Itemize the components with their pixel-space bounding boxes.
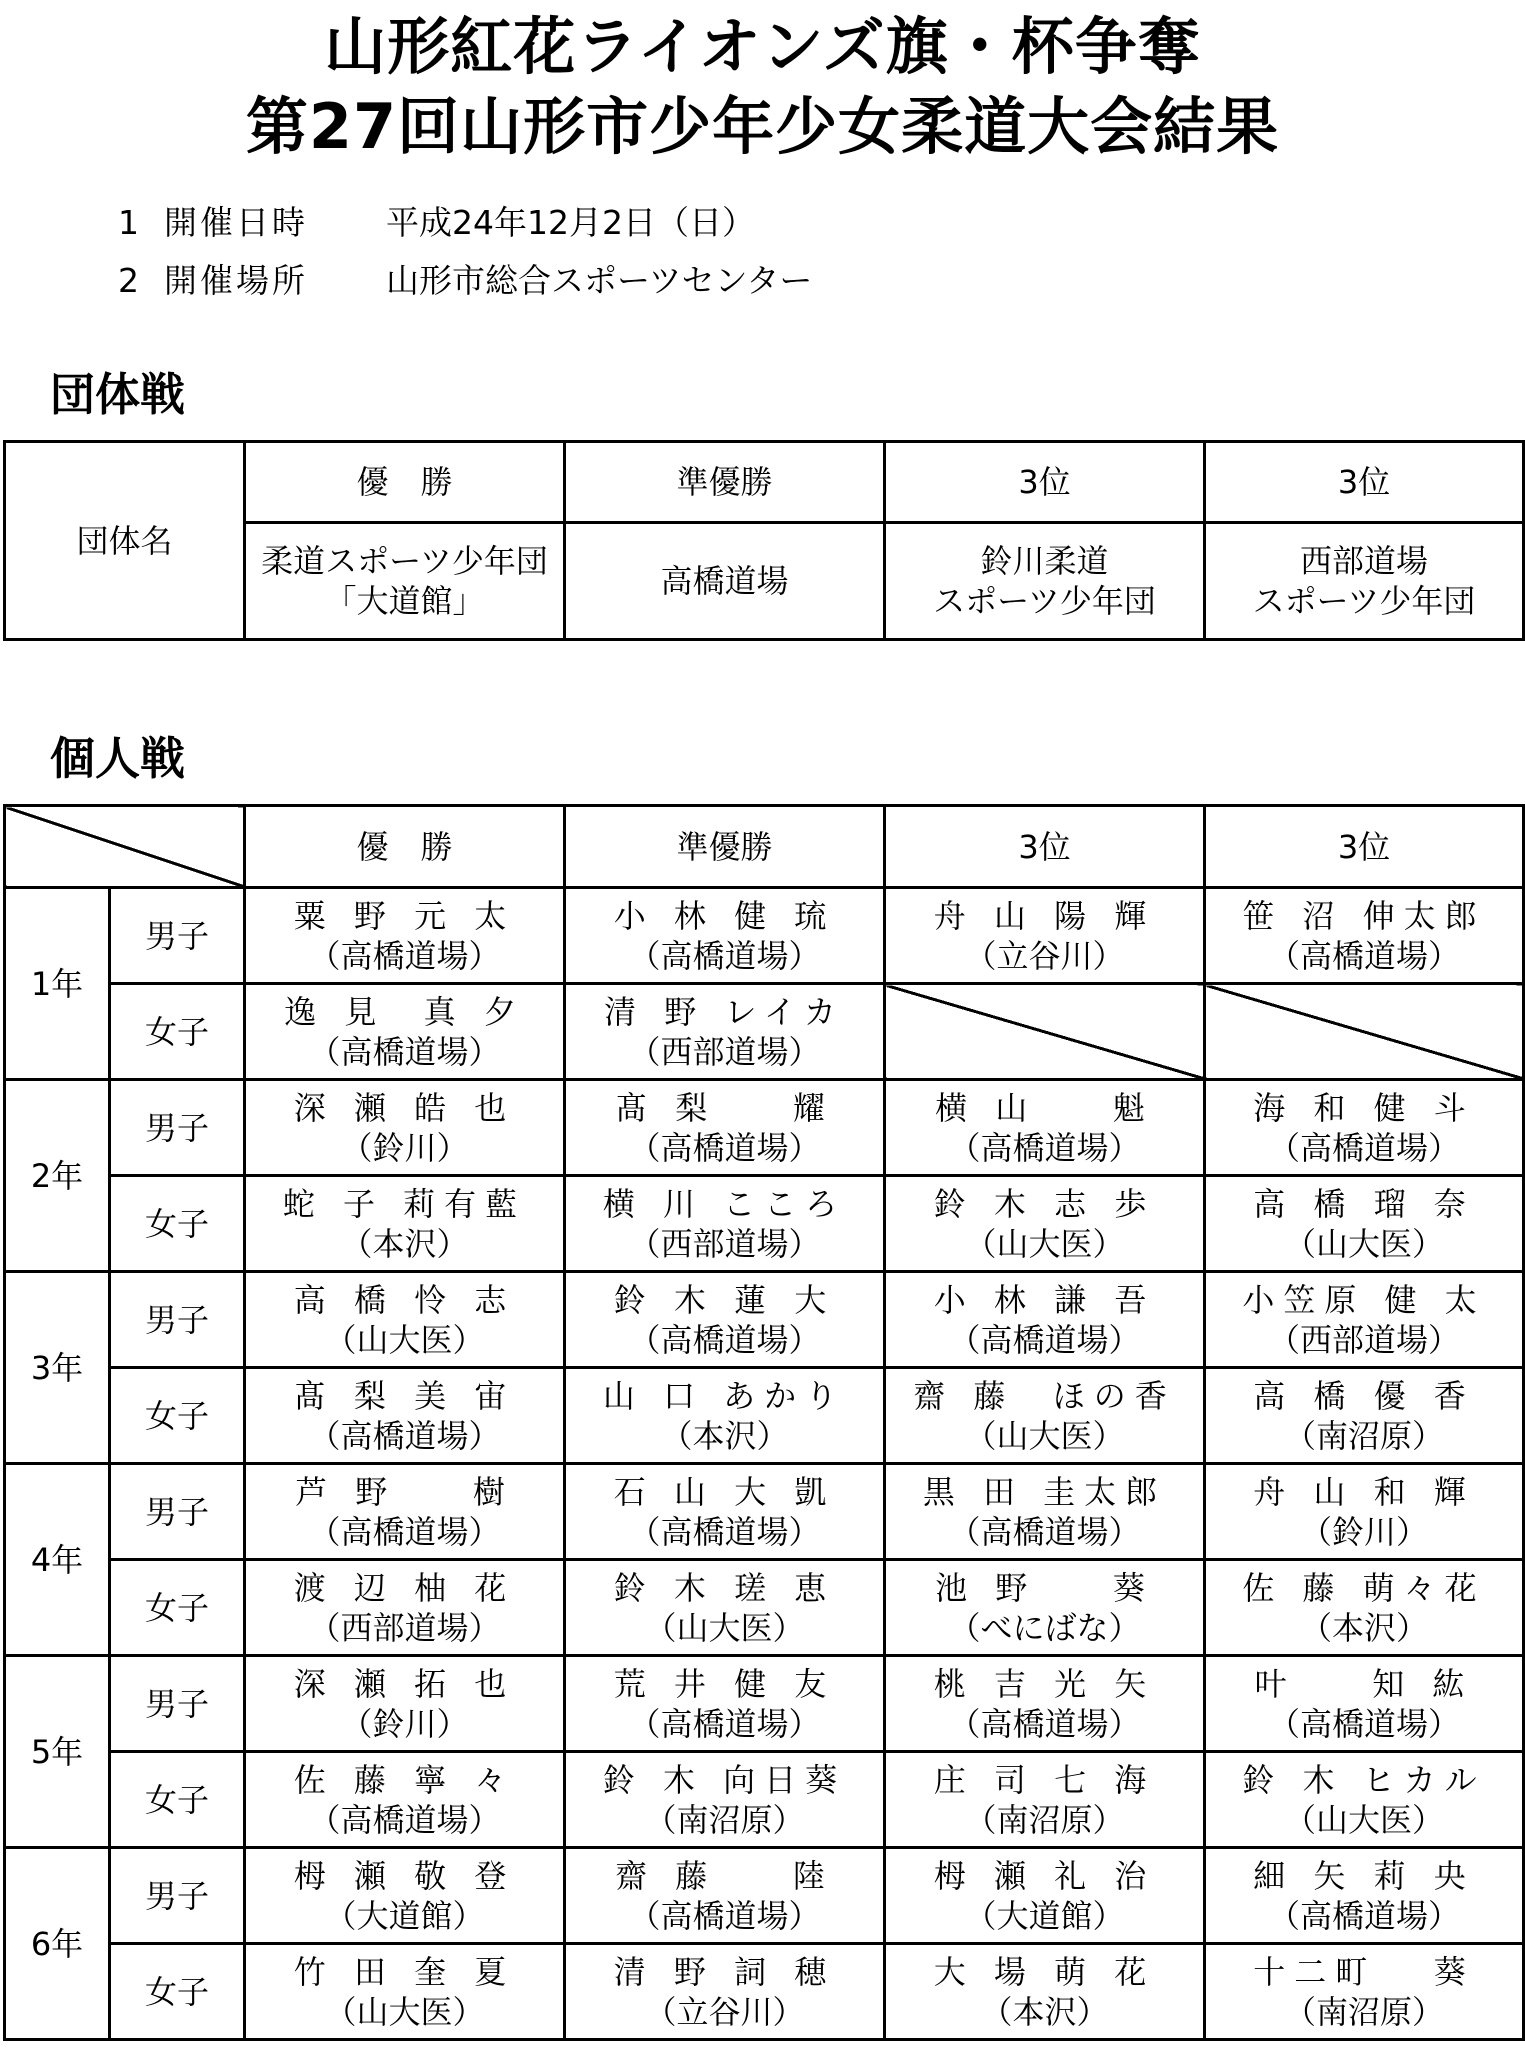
athlete-name: 高 橋 怜 志	[293, 1280, 516, 1319]
athlete-name: 竹 田 奎 夏	[293, 1952, 516, 1991]
gender-label: 女子	[110, 984, 245, 1080]
team-result-line: 柔道スポーツ少年団	[261, 542, 548, 580]
athlete-club: （鈴川）	[1299, 1512, 1428, 1551]
athlete-name: 鈴 木 志 歩	[933, 1184, 1156, 1223]
result-cell	[245, 1176, 565, 1272]
athlete-name: 鈴 木 蓮 大	[613, 1280, 836, 1319]
info-label: 開催日時	[164, 203, 308, 242]
header-runner-up: 準優勝	[565, 442, 885, 523]
team-result-line: 「大道館」	[324, 582, 485, 620]
grade-label: 6年	[5, 1848, 110, 2040]
athlete-club: （南沼原）	[1283, 1992, 1444, 2031]
athlete-name: 齋 藤 陸	[615, 1856, 834, 1895]
individual-result-row	[5, 1464, 1524, 1560]
athlete-club: （高橋道場）	[1267, 1128, 1460, 1167]
athlete-name: 深 瀬 皓 也	[293, 1088, 516, 1127]
individual-result-row	[5, 1176, 1524, 1272]
athlete-name: 佐 藤 萌々花	[1242, 1568, 1486, 1607]
athlete-club: （高橋道場）	[948, 1704, 1141, 1743]
individual-result-row	[5, 1656, 1524, 1752]
athlete-name: 舟 山 陽 輝	[933, 896, 1156, 935]
header-third-place: 3位	[1205, 442, 1524, 523]
athlete-name: 清 野 レイカ	[604, 992, 845, 1031]
athlete-name: 石 山 大 凱	[613, 1472, 836, 1511]
athlete-name: 黒 田 圭太郎	[922, 1472, 1167, 1511]
header-third-place: 3位	[885, 442, 1205, 523]
athlete-club: （立谷川）	[644, 1992, 805, 2031]
athlete-club: （大道館）	[324, 1896, 485, 1935]
athlete-club: （本沢）	[980, 1992, 1109, 2031]
result-cell	[565, 1560, 885, 1656]
grade-label: 2年	[5, 1080, 110, 1272]
result-cell	[1205, 1560, 1524, 1656]
team-result-line: スポーツ少年団	[933, 582, 1156, 620]
result-cell	[245, 1848, 565, 1944]
result-cell	[885, 1752, 1205, 1848]
athlete-name: 荒 井 健 友	[613, 1664, 836, 1703]
athlete-name: 深 瀬 拓 也	[293, 1664, 516, 1703]
result-cell	[885, 1944, 1205, 2040]
athlete-name: 笹 沼 伸太郎	[1242, 896, 1486, 935]
result-cell	[1205, 1752, 1524, 1848]
individual-result-row	[5, 984, 1524, 1080]
header-winner: 優 勝	[245, 442, 565, 523]
result-cell	[885, 1848, 1205, 1944]
result-cell	[245, 1752, 565, 1848]
team-results-table	[3, 440, 1525, 641]
athlete-name: 池 野 葵	[935, 1568, 1154, 1607]
athlete-club: （高橋道場）	[628, 936, 821, 975]
title-line-1: 山形紅花ライオンズ旗・杯争奪	[324, 10, 1201, 83]
athlete-name: 小 林 謙 吾	[933, 1280, 1156, 1319]
gender-label: 男子	[110, 1464, 245, 1560]
result-cell	[885, 1176, 1205, 1272]
team-result-cell	[1205, 523, 1524, 640]
result-cell	[245, 1080, 565, 1176]
athlete-name: 舟 山 和 輝	[1253, 1472, 1475, 1511]
athlete-name: 髙 梨 耀	[615, 1088, 834, 1127]
grade-label: 5年	[5, 1656, 110, 1848]
individual-result-row	[5, 1752, 1524, 1848]
header-winner: 優 勝	[245, 806, 565, 888]
athlete-club: （高橋道場）	[1267, 936, 1460, 975]
result-cell	[885, 1656, 1205, 1752]
result-cell	[565, 1464, 885, 1560]
result-cell	[565, 1656, 885, 1752]
header-third-place: 3位	[1205, 806, 1524, 888]
athlete-name: 横 川 こころ	[602, 1184, 847, 1223]
athlete-club: （南沼原）	[1283, 1416, 1444, 1455]
athlete-name: 庄 司 七 海	[933, 1760, 1156, 1799]
athlete-club: （高橋道場）	[308, 936, 501, 975]
athlete-club: （西部道場）	[628, 1224, 821, 1263]
individual-result-row	[5, 1272, 1524, 1368]
athlete-club: （山大医）	[1283, 1224, 1444, 1263]
result-cell	[245, 1944, 565, 2040]
gender-label: 女子	[110, 1368, 245, 1464]
individual-result-row	[5, 1368, 1524, 1464]
athlete-club: （山大医）	[1283, 1800, 1444, 1839]
athlete-name: 高 橋 優 香	[1253, 1376, 1475, 1415]
gender-label: 男子	[110, 1272, 245, 1368]
result-cell	[245, 984, 565, 1080]
gender-label: 男子	[110, 1848, 245, 1944]
athlete-name: 鈴 木 向日葵	[602, 1760, 847, 1799]
athlete-name: 小 林 健 琉	[613, 896, 836, 935]
athlete-name: 大 場 萌 花	[933, 1952, 1156, 1991]
gender-label: 男子	[110, 888, 245, 984]
grade-label: 1年	[5, 888, 110, 1080]
individual-section-title: 個人戦	[50, 732, 186, 785]
result-cell	[565, 1176, 885, 1272]
athlete-club: （山大医）	[964, 1224, 1125, 1263]
athlete-club: （高橋道場）	[308, 1800, 501, 1839]
result-cell	[885, 888, 1205, 984]
individual-result-row	[5, 1944, 1524, 2040]
result-cell	[245, 1656, 565, 1752]
result-cell	[245, 1368, 565, 1464]
team-name-label: 団体名	[5, 442, 245, 640]
athlete-club: （山大医）	[964, 1416, 1125, 1455]
individual-result-row	[5, 1080, 1524, 1176]
info-number: 1	[118, 203, 139, 242]
athlete-club: （山大医）	[324, 1992, 485, 2031]
gender-label: 女子	[110, 1752, 245, 1848]
gender-label: 男子	[110, 1080, 245, 1176]
athlete-club: （高橋道場）	[628, 1128, 821, 1167]
info-value: 山形市総合スポーツセンター	[386, 261, 813, 300]
gender-label: 女子	[110, 1560, 245, 1656]
athlete-name: 清 野 詞 穂	[613, 1952, 836, 1991]
info-row-date	[118, 203, 755, 242]
athlete-club: （本沢）	[340, 1224, 469, 1263]
result-cell	[885, 1560, 1205, 1656]
result-cell	[885, 1464, 1205, 1560]
team-result-line: 高橋道場	[660, 562, 789, 600]
athlete-name: 小笠原 健 太	[1242, 1280, 1486, 1319]
result-cell	[565, 1944, 885, 2040]
athlete-club: （南沼原）	[644, 1800, 805, 1839]
info-label: 開催場所	[164, 261, 308, 300]
athlete-club: （西部道場）	[308, 1608, 501, 1647]
athlete-name: 蛇 子 莉有藍	[282, 1184, 527, 1223]
result-cell	[245, 1464, 565, 1560]
athlete-name: 十二町 葵	[1253, 1952, 1475, 1991]
athlete-name: 叶 知 紘	[1254, 1664, 1474, 1703]
athlete-club: （西部道場）	[1267, 1320, 1460, 1359]
athlete-club: （高橋道場）	[948, 1512, 1141, 1551]
athlete-club: （べにばな）	[948, 1608, 1141, 1647]
athlete-club: （高橋道場）	[628, 1320, 821, 1359]
athlete-club: （高橋道場）	[308, 1512, 501, 1551]
athlete-club: （高橋道場）	[308, 1032, 501, 1071]
result-cell	[1205, 1656, 1524, 1752]
athlete-name: 細 矢 莉 央	[1253, 1856, 1475, 1895]
athlete-club: （高橋道場）	[948, 1320, 1141, 1359]
info-row-venue	[118, 261, 813, 300]
result-cell	[885, 1080, 1205, 1176]
team-result-line: スポーツ少年団	[1252, 582, 1476, 620]
result-cell	[565, 1848, 885, 1944]
athlete-name: 佐 藤 寧 々	[293, 1760, 516, 1799]
gender-label: 女子	[110, 1944, 245, 2040]
individual-header-row	[5, 806, 1524, 888]
athlete-name: 栂 瀬 敬 登	[293, 1856, 516, 1895]
athlete-name: 鈴 木 ヒカル	[1242, 1760, 1486, 1799]
athlete-name: 粟 野 元 太	[293, 896, 516, 935]
result-cell	[565, 1752, 885, 1848]
athlete-club: （鈴川）	[340, 1128, 469, 1167]
header-third-place: 3位	[885, 806, 1205, 888]
athlete-club: （高橋道場）	[948, 1128, 1141, 1167]
empty-diagonal-cell	[1205, 984, 1524, 1080]
result-cell	[1205, 1176, 1524, 1272]
team-section-title: 団体戦	[50, 368, 186, 421]
athlete-name: 海 和 健 斗	[1253, 1088, 1475, 1127]
athlete-name: 逸 見 真 夕	[284, 992, 525, 1031]
title-line-2: 第27回山形市少年少女柔道大会結果	[245, 90, 1280, 163]
team-result-cell	[245, 523, 565, 640]
athlete-name: 鈴 木 瑳 恵	[613, 1568, 836, 1607]
team-header-row	[5, 442, 1524, 523]
individual-results-table	[3, 804, 1525, 2041]
gender-label: 女子	[110, 1176, 245, 1272]
grade-label: 3年	[5, 1272, 110, 1464]
athlete-club: （本沢）	[1299, 1608, 1428, 1647]
result-cell	[1205, 1272, 1524, 1368]
individual-result-row	[5, 888, 1524, 984]
athlete-club: （高橋道場）	[628, 1896, 821, 1935]
athlete-name: 芦 野 樹	[295, 1472, 514, 1511]
athlete-club: （山大医）	[644, 1608, 805, 1647]
result-cell	[565, 984, 885, 1080]
result-cell	[565, 1080, 885, 1176]
result-cell	[245, 1272, 565, 1368]
athlete-club: （高橋道場）	[628, 1704, 821, 1743]
result-cell	[1205, 1848, 1524, 1944]
team-result-line: 西部道場	[1299, 542, 1428, 580]
team-result-cell	[565, 523, 885, 640]
corner-diagonal-cell	[5, 806, 245, 888]
grade-label: 4年	[5, 1464, 110, 1656]
athlete-club: （南沼原）	[964, 1800, 1125, 1839]
athlete-club: （本沢）	[660, 1416, 789, 1455]
result-cell	[1205, 888, 1524, 984]
athlete-name: 桃 吉 光 矢	[933, 1664, 1156, 1703]
result-cell	[565, 1368, 885, 1464]
result-cell	[565, 888, 885, 984]
result-cell	[1205, 1080, 1524, 1176]
individual-result-row	[5, 1848, 1524, 1944]
athlete-name: 齋 藤 ほの香	[913, 1376, 1176, 1415]
athlete-club: （高橋道場）	[308, 1416, 501, 1455]
result-cell	[885, 1368, 1205, 1464]
athlete-club: （高橋道場）	[1267, 1896, 1460, 1935]
header-runner-up: 準優勝	[565, 806, 885, 888]
info-number: 2	[118, 261, 139, 300]
athlete-name: 栂 瀬 礼 治	[933, 1856, 1156, 1895]
athlete-name: 髙 梨 美 宙	[293, 1376, 516, 1415]
athlete-name: 渡 辺 柚 花	[293, 1568, 516, 1607]
athlete-club: （鈴川）	[340, 1704, 469, 1743]
result-cell	[885, 1272, 1205, 1368]
result-cell	[1205, 1944, 1524, 2040]
result-cell	[1205, 1464, 1524, 1560]
athlete-club: （立谷川）	[964, 936, 1125, 975]
team-result-cell	[885, 523, 1205, 640]
athlete-name: 高 橋 瑠 奈	[1253, 1184, 1475, 1223]
info-value: 平成24年12月2日（日）	[386, 203, 755, 242]
athlete-club: （山大医）	[324, 1320, 485, 1359]
result-cell	[245, 1560, 565, 1656]
result-cell	[1205, 1368, 1524, 1464]
athlete-club: （高橋道場）	[1267, 1704, 1460, 1743]
result-cell	[245, 888, 565, 984]
individual-result-row	[5, 1560, 1524, 1656]
athlete-name: 横 山 魁	[935, 1088, 1154, 1127]
athlete-name: 山 口 あかり	[602, 1376, 847, 1415]
athlete-club: （西部道場）	[628, 1032, 821, 1071]
team-result-line: 鈴川柔道	[980, 542, 1109, 580]
athlete-club: （高橋道場）	[628, 1512, 821, 1551]
empty-diagonal-cell	[885, 984, 1205, 1080]
result-cell	[565, 1272, 885, 1368]
gender-label: 男子	[110, 1656, 245, 1752]
athlete-club: （大道館）	[964, 1896, 1125, 1935]
